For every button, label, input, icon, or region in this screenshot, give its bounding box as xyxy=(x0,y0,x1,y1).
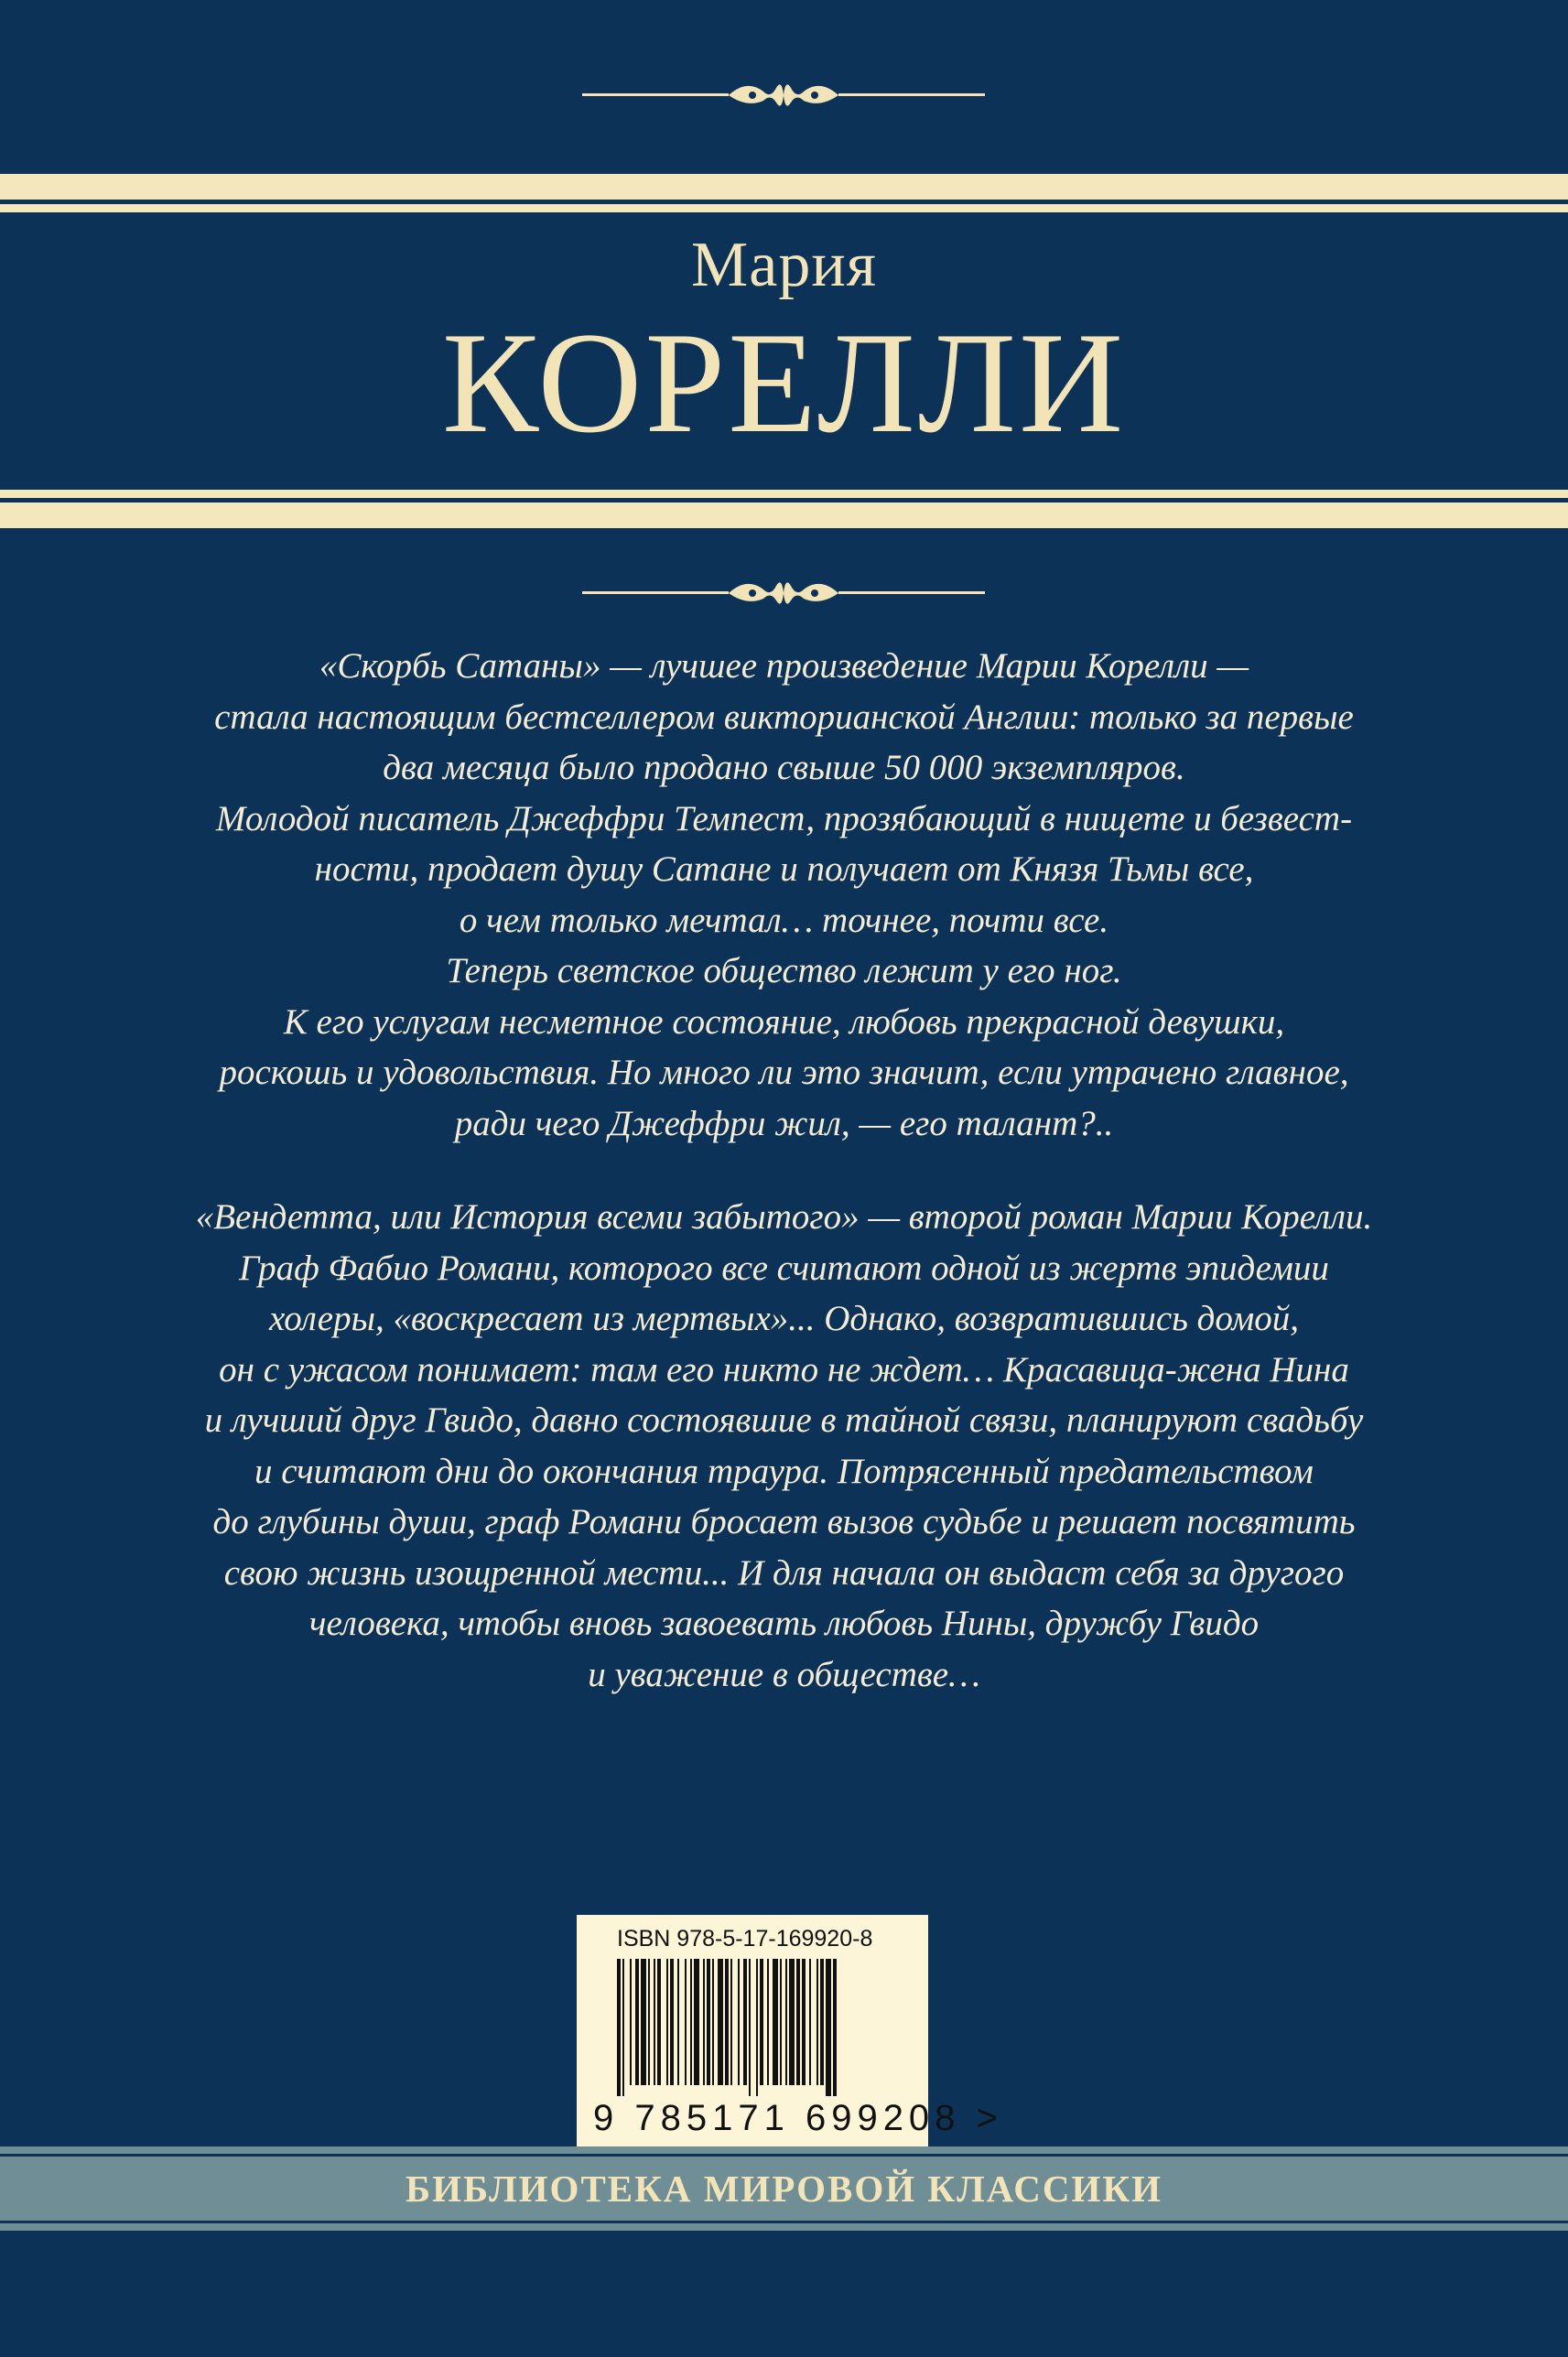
series-title: БИБЛИОТЕКА МИРОВОЙ КЛАССИКИ xyxy=(406,2168,1162,2210)
blurb-line: стала настоящим бестселлером викторианской Англии: только за первые xyxy=(214,697,1354,737)
barcode-bars xyxy=(617,1959,892,2096)
blurb-line: холеры, «воскресает из мертвых»... Однако, возвратившись домой, xyxy=(268,1299,1300,1338)
blurb-paragraph-2 xyxy=(0,1192,1568,1700)
isbn-barcode xyxy=(577,1915,1003,2151)
ornament-divider-middle xyxy=(582,566,985,621)
blurb-line: до глубины души, граф Романи бросает вызов судьбе и решает посвятить xyxy=(212,1502,1356,1541)
isbn-label: ISBN 978-5-17-169920-8 xyxy=(617,1926,873,1952)
blurb-paragraph-1 xyxy=(0,641,1568,1149)
decorative-band-top xyxy=(0,174,1568,212)
ornament-divider-top xyxy=(582,68,985,123)
blurb-line: «Вендетта, или История всеми забытого» — второй роман Марии Корелли. xyxy=(195,1197,1373,1237)
blurb-line: «Скорбь Сатаны» — лучшее произведение Марии Корелли — xyxy=(319,646,1249,686)
blurb-line: человека, чтобы вновь завоевать любовь Нины, дружбу Гвидо xyxy=(308,1604,1260,1643)
series-banner xyxy=(0,2146,1568,2231)
barcode-digits: 9 785171 699208 > xyxy=(593,2098,1003,2138)
author-last-name: КОРЕЛЛИ xyxy=(441,303,1127,463)
blurb-line: роскошь и удовольствия. Но много ли это значит, если утрачено главное, xyxy=(219,1053,1349,1092)
author-first-name: Мария xyxy=(691,230,877,300)
blurb-line: два месяца было продано свыше 50 000 экземпляров. xyxy=(383,748,1185,787)
blurb-line: он с ужасом понимает: там его никто не ждет… Красавица-жена Нина xyxy=(219,1349,1349,1389)
blurb-line: и считают дни до окончания траура. Потрясенный предательством xyxy=(254,1451,1314,1491)
blurb-line: о чем только мечтал… точнее, почти все. xyxy=(459,900,1109,940)
decorative-band-bottom xyxy=(0,490,1568,528)
blurb-line: ности, продает душу Сатане и получает от Князя Тьмы все, xyxy=(314,849,1254,889)
blurb-line: Молодой писатель Джеффри Темпест, прозябающий в нищете и безвест- xyxy=(215,798,1353,838)
blurb-line: К его услугам несметное состояние, любовь прекрасной девушки, xyxy=(283,1001,1285,1042)
blurb-line: и уважение в обществе… xyxy=(588,1654,980,1694)
blurb-line: свою жизнь изощренной мести... И для начала он выдаст себя за другого xyxy=(223,1552,1345,1593)
blurb-line: и лучший друг Гвидо, давно состоявшие в тайной связи, планируют свадьбу xyxy=(204,1400,1364,1440)
blurb-line: ради чего Джеффри жил, — его талант?.. xyxy=(454,1103,1114,1143)
blurb-line: Теперь светское общество лежит у его ног. xyxy=(446,951,1122,990)
blurb-line: Граф Фабио Романи, которого все считают одной из жертв эпидемии xyxy=(239,1248,1329,1288)
